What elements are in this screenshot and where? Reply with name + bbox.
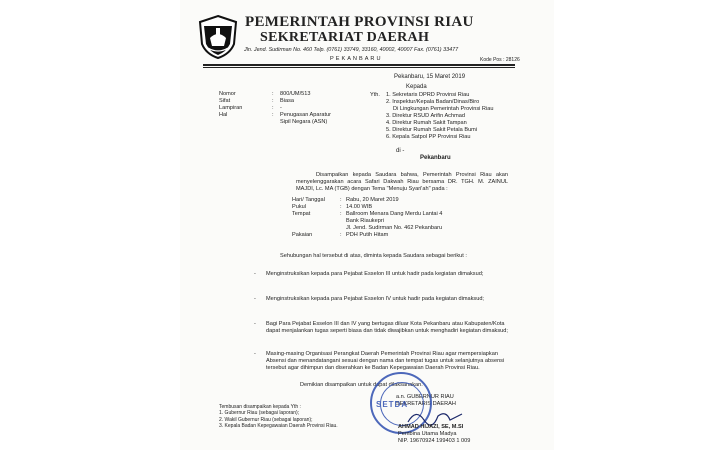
- yth-label: Yth.: [370, 92, 380, 98]
- meta-label-lampiran: Lampiran: [219, 105, 243, 111]
- header-rule-thick: [203, 64, 515, 66]
- tembusan-item: 2. Wakil Gubernur Riau (sebagai laporan);: [219, 416, 313, 423]
- event-value-date: Rabu, 20 Maret 2019: [346, 197, 399, 203]
- recipient-list: [386, 92, 493, 141]
- event-label-attire: Pakaian: [292, 232, 313, 238]
- meta-value-nomor: 800/UM/513: [280, 91, 311, 97]
- header-line2: SEKRETARIAT DAERAH: [260, 30, 430, 45]
- event-label-place: Tempat: [292, 211, 311, 217]
- event-value-place: Ballroom Menara Dang Merdu Lantai 4: [346, 211, 443, 217]
- event-values: [346, 197, 442, 239]
- event-value-place-2: Bank Riaukepri: [346, 218, 384, 224]
- recipient-item: 6. Kepala Satpol PP Provinsi Riau: [386, 134, 471, 140]
- event-value-place-3: Jl. Jend. Sudirman No. 462 Pekanbaru: [346, 225, 443, 231]
- kepada-label: Kepada: [406, 84, 427, 90]
- recipient-item: 3. Direktur RSUD Arifin Achmad: [386, 113, 465, 119]
- event-label-date: Hari/ Tanggal: [292, 197, 325, 203]
- bullet-item: Menginstruksikan kepada para Pejabat Esselon III untuk hadir pada kegiatan dimaksud;: [266, 271, 484, 277]
- body-paragraph-1: Disampaikan kepada Saudara bahwa, Pemerintah Provinsi Riau akan menyelenggarakan acara Safari Dakwah Riau bersama DR. TGH. M. ZAINUL MAJDI, Lc. MA (TGB) dengan Tema "Menuju Syari'ah" pada :: [296, 172, 508, 192]
- di-label: di -: [396, 148, 405, 154]
- meta-values: [280, 91, 340, 126]
- meta-label-hal: Hal: [219, 112, 228, 118]
- tembusan-item: 1. Gubernur Riau (sebagai laporan);: [219, 410, 300, 417]
- signature-rank: Pembina Utama Madya: [398, 431, 457, 437]
- bullet-item: Menginstruksikan kepada para Pejabat Esselon IV untuk hadir pada kegiatan dimaksud;: [266, 296, 484, 302]
- signature-an: a.n. GUBERNUR RIAU: [396, 394, 454, 400]
- body-paragraph-2: Sehubungan hal tersebut di atas, diminta kepada Saudara sebagai berikut :: [280, 253, 467, 259]
- event-value-time: 14.00 WIB: [346, 204, 373, 210]
- event-labels: [292, 197, 325, 239]
- meta-colons: : : : :: [272, 91, 274, 118]
- bullet-item: Bagi Para Pejabat Esselon III dan IV yang bertugas diluar Kota Pekanbaru atau Kabupaten/Kota dapat menjalankan tugas seperti biasa dan tidak diwajibkan untuk menghadiri kegiatan dimaksud;: [266, 321, 508, 334]
- signature-nip: NIP. 19670924 199403 1 009: [398, 438, 471, 444]
- meta-value-sifat: Biasa: [280, 98, 294, 104]
- closing-sentence: Demikian disampaikan untuk dapat dilaksanakan.: [300, 382, 423, 388]
- meta-label-sifat: Sifat: [219, 98, 231, 104]
- tembusan-item: 3. Kepala Badan Kepegawaian Daerah Provinsi Riau.: [219, 423, 338, 430]
- letter-date: Pekanbaru, 15 Maret 2019: [394, 74, 466, 80]
- header-address: Jln. Jend. Sudirman No. 460 Telp. (0761) 33749, 33160, 40002, 40007 Fax. (0761) 33477: [244, 47, 459, 53]
- riau-emblem-icon: [196, 14, 240, 60]
- meta-labels: [219, 91, 242, 119]
- recipient-item: 4. Direktur Rumah Sakit Tampan: [386, 120, 467, 126]
- stamp-text: SETDA: [376, 400, 409, 409]
- recipient-item: Di Lingkungan Pemerintah Provinsi Riau: [393, 106, 494, 112]
- header-line1: PEMERINTAH PROVINSI RIAU: [245, 14, 474, 30]
- event-label-time: Pukul: [292, 204, 306, 210]
- event-colons: : : : :: [340, 197, 342, 238]
- recipient-city: Pekanbaru: [420, 155, 451, 161]
- recipient-item: 1. Sekretaris DPRD Provinsi Riau: [386, 92, 470, 98]
- event-value-attire: PDH Putih Hitam: [346, 232, 389, 238]
- recipient-item: 5. Direktur Rumah Sakit Petala Bumi: [386, 127, 478, 133]
- meta-value-lampiran: -: [280, 105, 282, 111]
- tembusan-block: [219, 404, 338, 430]
- signature-title: SEKRETARIS DAERAH: [396, 401, 456, 407]
- bullet-item: Masing-masing Organisasi Perangkat Daerah Pemerintah Provinsi Riau agar mempersiapkan Absensi dan menandatangani sesuai dengan nama dan tempat tugas untuk selanjutnya absensi tersebut agar dihimpun dan diserahkan ke Badan Kepegawaian Daerah Provinsi Riau.: [266, 351, 505, 371]
- tembusan-heading: Tembusan disampaikan kepada Yth :: [219, 404, 301, 410]
- signature-name: AHMAD HIJAZI, SE, M.SI: [398, 424, 464, 430]
- meta-label-nomor: Nomor: [219, 91, 236, 97]
- recipient-item: 2. Inspektur/Kepala Badan/Dinas/Biro: [386, 99, 480, 105]
- meta-value-hal: Penugasan Aparatur Sipil Negara (ASN): [280, 112, 332, 125]
- header-postal: Kode Pos : 28126: [480, 57, 520, 63]
- header-rule-thin: [203, 67, 515, 68]
- header-city: PEKANBARU: [330, 56, 383, 62]
